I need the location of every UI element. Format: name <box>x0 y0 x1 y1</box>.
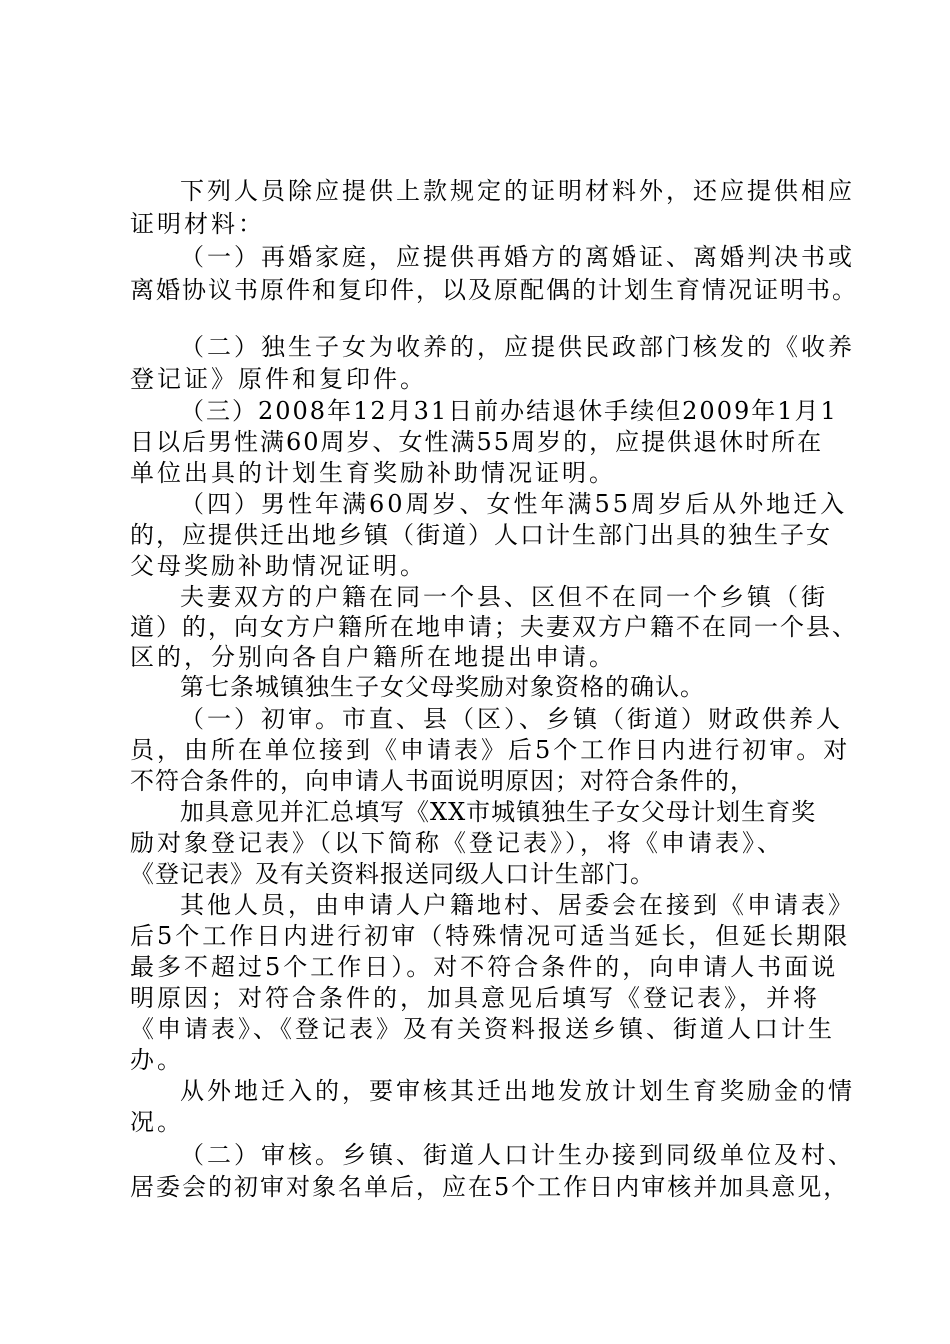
text-line: （三）2008年12月31日前办结退休手续但2009年1月1 <box>180 397 838 425</box>
text-line: 道）的，向女方户籍所在地申请；夫妻双方户籍不在同一个县、 <box>130 613 858 641</box>
text-line: （一）初审。市直、县（区）、乡镇（街道）财政供养人 <box>180 705 843 733</box>
text-line: 第七条城镇独生子女父母奖励对象资格的确认。 <box>180 673 705 701</box>
text-line: 的，应提供迁出地乡镇（街道）人口计生部门出具的独生子女 <box>130 521 832 549</box>
text-line: 下列人员除应提供上款规定的证明材料外，还应提供相应 <box>180 177 855 205</box>
text-line: （一）再婚家庭，应提供再婚方的离婚证、离婚判决书或 <box>180 243 855 271</box>
text-line: 父母奖励补助情况证明。 <box>130 552 427 580</box>
text-line: 办。 <box>130 1046 184 1074</box>
text-line: 日以后男性满60周岁、女性满55周岁的，应提供退休时所在 <box>130 428 824 456</box>
text-line: 后5个工作日内进行初审（特殊情况可适当延长，但延长期限 <box>130 922 851 950</box>
text-line: 最多不超过5个工作日）。对不符合条件的，向申请人书面说 <box>130 953 839 981</box>
text-line: 从外地迁入的，要审核其迁出地发放计划生育奖励金的情 <box>180 1077 855 1105</box>
text-line: 《登记表》及有关资料报送同级人口计生部门。 <box>130 860 655 888</box>
text-line: 况。 <box>130 1108 184 1136</box>
text-line: 单位出具的计划生育奖励补助情况证明。 <box>130 459 616 487</box>
text-line: 其他人员，由申请人户籍地村、居委会在接到《申请表》 <box>180 891 855 919</box>
text-line: （二）独生子女为收养的，应提供民政部门核发的《收养 <box>180 333 855 361</box>
text-line: 加具意见并汇总填写《XX市城镇独生子女父母计划生育奖 <box>180 798 817 826</box>
text-line: 不符合条件的，向申请人书面说明原因；对符合条件的， <box>130 767 755 795</box>
text-line: 明原因；对符合条件的，加具意见后填写《登记表》，并将 <box>130 984 820 1012</box>
text-line: （四）男性年满60周岁、女性年满55周岁后从外地迁入 <box>180 490 848 518</box>
text-line: （二）审核。乡镇、街道人口计生办接到同级单位及村、 <box>180 1141 855 1169</box>
text-line: 《申请表》、《登记表》及有关资料报送乡镇、街道人口计生 <box>130 1015 835 1043</box>
text-line: 夫妻双方的户籍在同一个县、区但不在同一个乡镇（街 <box>180 583 828 611</box>
text-line: 员，由所在单位接到《申请表》后5个工作日内进行初审。对 <box>130 736 851 764</box>
text-line: 证明材料： <box>130 210 265 238</box>
text-line: 离婚协议书原件和复印件，以及原配偶的计划生育情况证明书。 <box>130 276 858 304</box>
text-line: 居委会的初审对象名单后，应在5个工作日内审核并加具意见， <box>130 1173 850 1201</box>
text-line: 区的，分别向各自户籍所在地提出申请。 <box>130 643 616 671</box>
text-line: 登记证》原件和复印件。 <box>130 365 427 393</box>
text-line: 励对象登记表》（以下简称《登记表》），将《申请表》、 <box>130 829 784 857</box>
